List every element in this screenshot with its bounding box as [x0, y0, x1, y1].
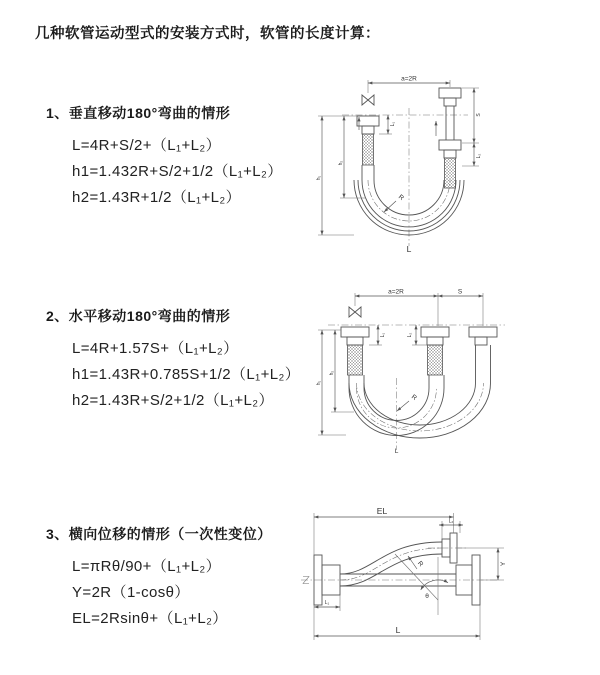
formula-h2: h2=1.43R+1/2（L₁+L₂） [72, 189, 242, 206]
dimension-l2 [474, 143, 482, 166]
dimension-a-2r [368, 76, 450, 94]
formula-length: L=4R+S/2+（L₁+L₂） [72, 137, 222, 154]
formula-length: L=πRθ/90+（L₁+L₂） [72, 558, 221, 575]
label-r: R [396, 193, 405, 203]
formula-length: L=4R+1.57S+（L₁+L₂） [72, 340, 239, 357]
label-h1: h₁ [316, 380, 322, 386]
diagram-lateral-displacement [298, 503, 598, 653]
formula-y: Y=2R（1-cosθ） [72, 584, 190, 601]
dimension-h1 [316, 330, 346, 435]
dimension-el [314, 506, 454, 555]
label-el: EL [376, 506, 388, 516]
dimension-s [438, 289, 483, 297]
section-1-formulas [72, 138, 283, 206]
displaced-hose-end-fitting [469, 327, 497, 383]
diagram-vertical-180-bend [312, 68, 550, 256]
hose-s-curve-displaced [340, 542, 442, 586]
label-l-total: L [406, 244, 412, 254]
left-hose-end-fitting [341, 327, 369, 375]
formula-el: EL=2Rsinθ+（L₁+L₂） [72, 610, 228, 627]
label-l: L [395, 625, 401, 635]
label-s: S [457, 288, 463, 296]
label-a-2r: a=2R [401, 75, 417, 83]
label-s: S [476, 113, 482, 117]
diagram-horizontal-180-bend [310, 283, 568, 458]
movement-arrows [359, 117, 436, 136]
middle-hose-end-fitting [421, 327, 449, 375]
label-l-total: L [394, 448, 399, 455]
label-l2: L₂ [476, 153, 482, 159]
section-3-formulas [72, 559, 272, 627]
page-title: 几种软管运动型式的安装方式时，软管的长度计算： [35, 26, 380, 42]
label-h2: h₂ [329, 370, 335, 376]
label-l1: L₁ [380, 332, 386, 338]
section-1-heading: 1、垂直移动180°弯曲的情形 [46, 105, 231, 121]
formula-h1: h1=1.43R+0.785S+1/2（L₁+L₂） [72, 366, 301, 383]
dimension-l2 [439, 519, 463, 540]
label-r: R [415, 559, 425, 569]
dimension-l-total [314, 605, 480, 640]
section-2-formulas [72, 341, 300, 409]
section-lateral-displacement [46, 524, 272, 627]
label-y: Y [500, 561, 507, 567]
center-lines [301, 548, 498, 584]
section-vertical-movement [46, 103, 283, 206]
valve-icon [362, 95, 374, 105]
section-3-heading: 3、横向位移的情形（一次性变位） [46, 526, 272, 542]
right-hose-end-fitting [439, 88, 461, 188]
label-h2: h₂ [338, 160, 344, 166]
dimension-l1 [314, 595, 340, 611]
label-l2: L₂ [448, 518, 454, 525]
label-h1: h₁ [316, 175, 322, 181]
label-a-2r: a=2R [388, 288, 404, 296]
radius-callout [397, 394, 418, 411]
section-2-heading: 2、水平移动180°弯曲的情形 [46, 308, 231, 324]
dimension-l1 [379, 115, 396, 134]
valve-icon [349, 307, 361, 317]
label-theta: θ [425, 593, 429, 600]
label-l1: L₁ [390, 121, 396, 127]
label-l2: L₂ [407, 332, 413, 338]
dimension-a-2r [355, 289, 483, 327]
section-horizontal-movement [46, 306, 300, 409]
label-l1: L₁ [324, 600, 330, 606]
label-r: R [409, 393, 418, 402]
left-hose-end-fitting [357, 116, 379, 165]
radius-callout [384, 194, 405, 212]
formula-h2: h2=1.43R+S/2+1/2（L₁+L₂） [72, 392, 274, 409]
dimension-h1 [316, 116, 357, 235]
dimension-l1 [369, 325, 386, 345]
formula-h1: h1=1.432R+S/2+1/2（L₁+L₂） [72, 163, 283, 180]
dimension-l2 [407, 325, 427, 345]
dimension-y [458, 548, 507, 580]
